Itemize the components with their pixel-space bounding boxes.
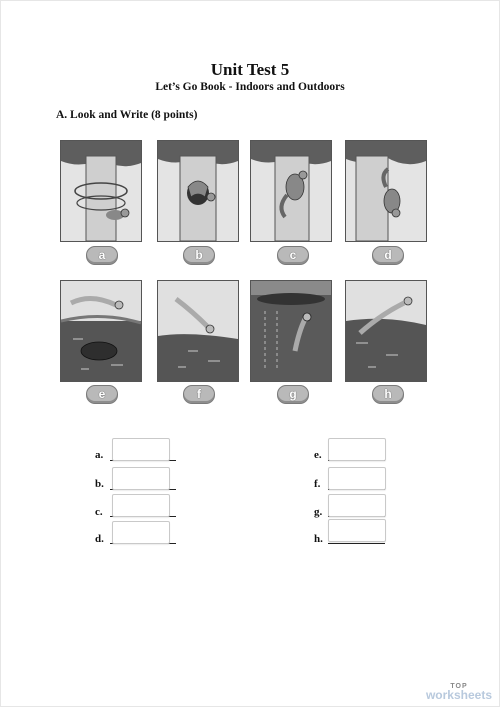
topworksheets-logo: [426, 683, 492, 701]
answer-label-g: g.: [314, 506, 323, 518]
answer-label-b: b.: [95, 478, 104, 490]
picture-b: [157, 140, 239, 242]
answer-label-a: a.: [95, 449, 104, 461]
badge-h: h: [372, 385, 404, 404]
answer-label-c: c.: [95, 506, 103, 518]
badge-e: e: [86, 385, 118, 404]
picture-d: [345, 140, 427, 242]
picture-a: [60, 140, 142, 242]
picture-f: [157, 280, 239, 382]
badge-c: c: [277, 246, 309, 265]
badge-a: a: [86, 246, 118, 265]
section-heading: A. Look and Write (8 points): [56, 109, 198, 121]
answer-label-d: d.: [95, 533, 104, 545]
page-title: Unit Test 5: [210, 60, 290, 79]
badge-d: d: [372, 246, 404, 265]
badge-f: f: [183, 385, 215, 404]
answer-label-h: h.: [314, 533, 323, 545]
picture-e: [60, 280, 142, 382]
picture-c: [250, 140, 332, 242]
answer-input-f[interactable]: [328, 467, 386, 490]
answer-input-c[interactable]: [112, 494, 170, 517]
answer-label-e: e.: [314, 449, 322, 461]
answer-input-e[interactable]: [328, 438, 386, 461]
logo-bottom-text: worksheets: [425, 688, 492, 702]
answer-line-h: [328, 543, 385, 544]
answer-input-g[interactable]: [328, 494, 386, 517]
answer-input-b[interactable]: [112, 467, 170, 490]
badge-b: b: [183, 246, 215, 265]
answer-input-a[interactable]: [112, 438, 170, 461]
badge-g: g: [277, 385, 309, 404]
picture-g: [250, 280, 332, 382]
logo-top-text: TOP: [450, 683, 468, 690]
picture-h: [345, 280, 427, 382]
answer-label-f: f.: [314, 478, 321, 490]
answer-input-h[interactable]: [328, 519, 386, 542]
page-subtitle: Let’s Go Book - Indoors and Outdoors: [155, 81, 345, 93]
answer-input-d[interactable]: [112, 521, 170, 544]
